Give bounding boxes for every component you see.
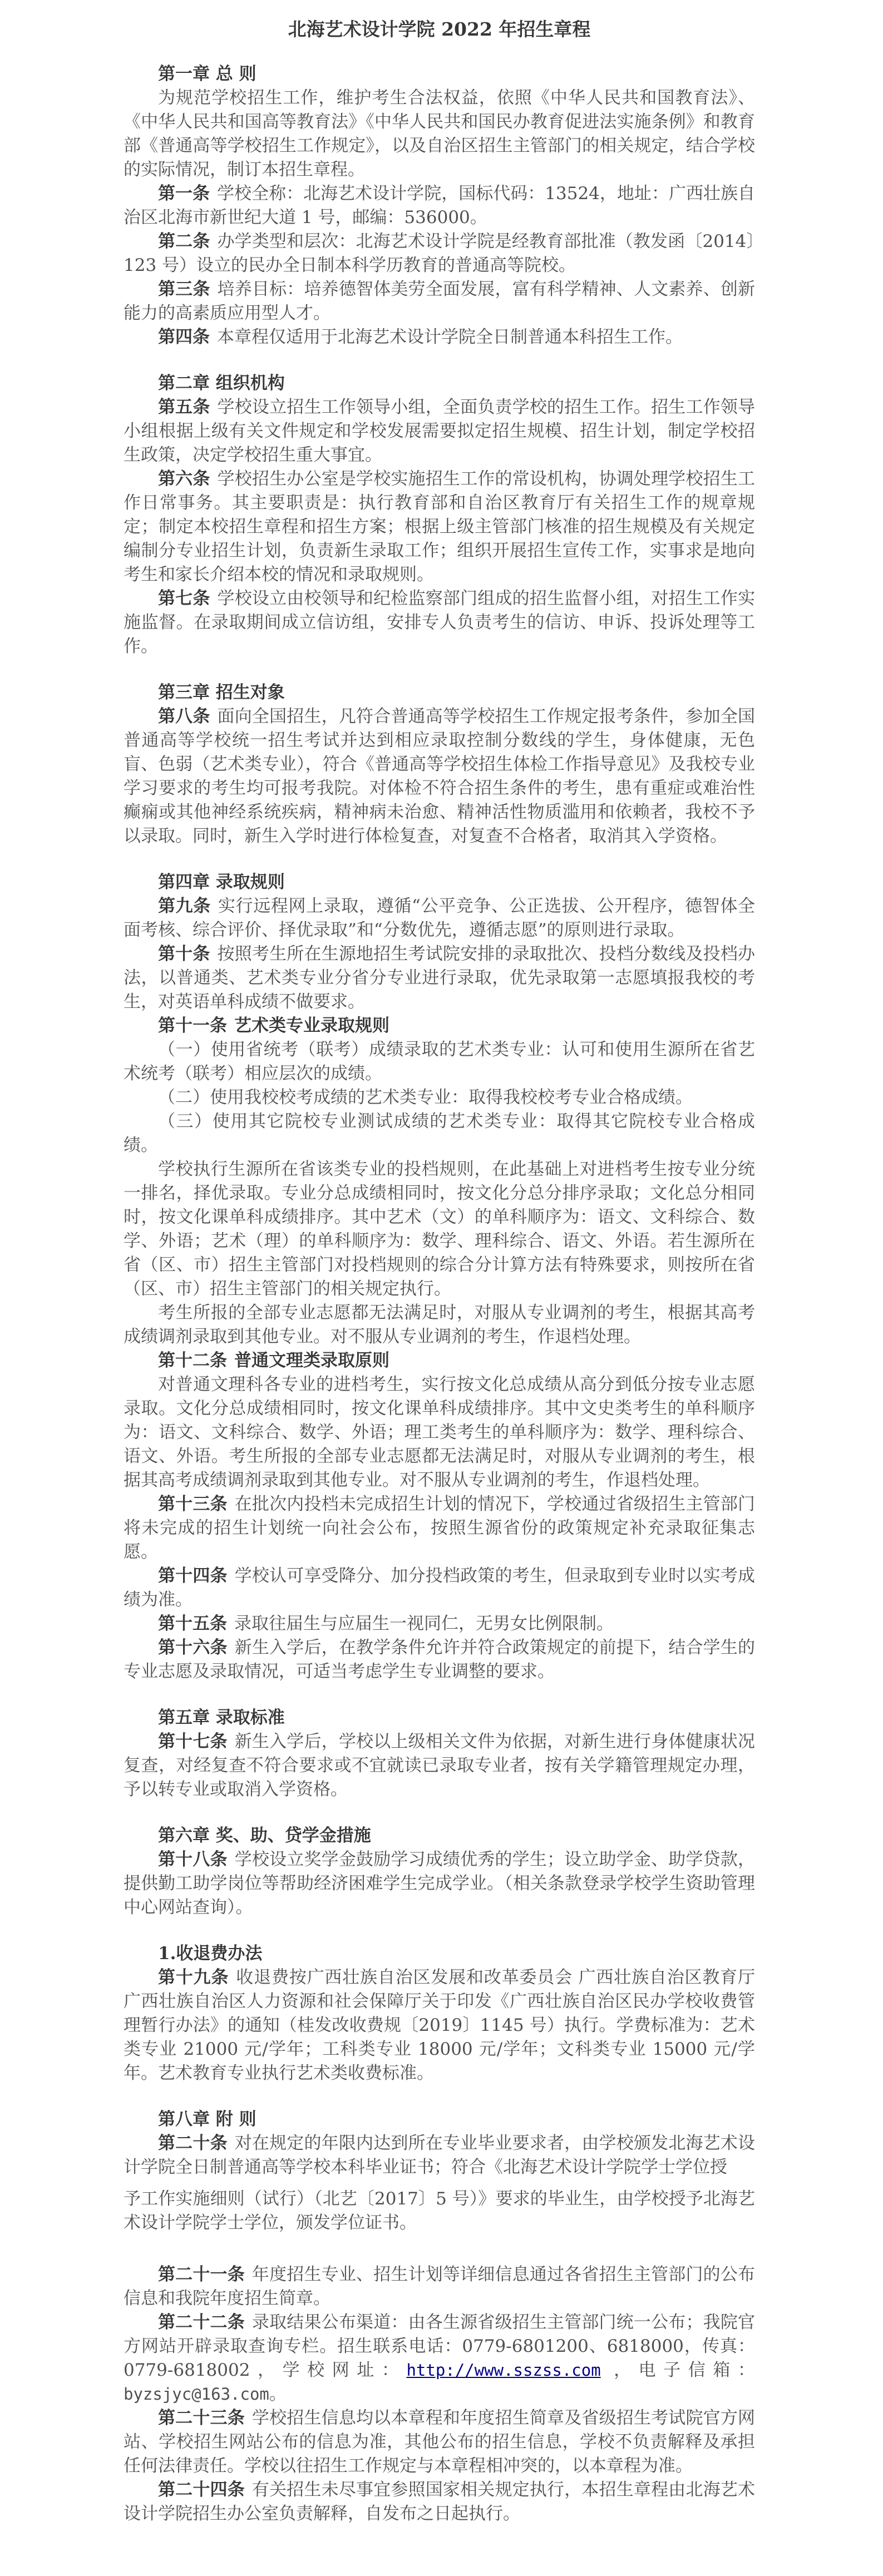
paragraph-text: 为规范学校招生工作，维护考生合法权益，依照《中华人民共和国教育法》、《中华人民共和国高等教育法》《中华人民共和国民办教育促进法实施条例》和教育部《普通高等学校招生工作规定》，以及自治区招生主管部门的相关规定，结合学校的实际情况，制订本招生章程。	[124, 88, 755, 180]
email-address: byzsjyc@163.com	[124, 2385, 269, 2404]
article-number: 第八条	[158, 706, 210, 726]
article-text: 学校招生信息均以本章程和年度招生简章及省级招生考试院官方网站、学校招生网站公布的信息为准，其他公布的招生信息，学校不负责解释及承担任何法律责任。学校以往招生工作规定与本章程相冲突的，以本章程为准。	[124, 2408, 756, 2476]
article-text: 培养目标：培养德智体美劳全面发展，富有科学精神、人文素养、创新能力的高素质应用型人才。	[124, 279, 755, 323]
article-subtitle: 普通文理类录取原则	[234, 1351, 389, 1371]
article-number: 第二条	[158, 231, 210, 251]
article-text: 学校设立由校领导和纪检监察部门组成的招生监督小组，对招生工作实施监督。在录取期间成立信访组，安排专人负责考生的信访、申诉、投诉处理等工作。	[124, 589, 755, 656]
article-text: 。	[269, 2384, 287, 2404]
paragraph-text: 予工作实施细则（试行）（北艺〔2017〕5 号）》要求的毕业生，由学校授予北海艺术设计学院学士学位，颁发学位证书。	[124, 2189, 755, 2233]
article-13	[124, 1492, 755, 1564]
article-10	[124, 942, 755, 1014]
article-11-rules	[124, 1158, 755, 1301]
article-text: ，电子信箱：	[600, 2360, 755, 2380]
article-6	[124, 467, 755, 587]
article-text: 新生入学后，学校以上级相关文件为依据，对新生进行身体健康状况复查，对经复查不符合要求或不宜就读已录取专业者，按有关学籍管理规定办理，予以转专业或取消入学资格。	[124, 1732, 756, 1799]
article-2	[124, 230, 755, 278]
article-15	[124, 1612, 755, 1636]
article-number: 第十七条	[158, 1732, 228, 1752]
article-number: 第十八条	[158, 1850, 228, 1870]
school-website-link[interactable]: http://www.sszss.com	[406, 2361, 601, 2380]
paragraph-text: 考生所报的全部专业志愿都无法满足时，对服从专业调剂的考生，根据其高考成绩调剂录取到其他专业。对不服从专业调剂的考生，作退档处理。	[124, 1303, 755, 1347]
article-text: 学校招生办公室是学校实施招生工作的常设机构，协调处理学校招生工作日常事务。其主要职责是：执行教育部和自治区教育厅有关招生工作的规章规定；制定本校招生章程和招生方案；根据上级主管部门核准的招生规模及有关规定编制分专业招生计划，负责新生录取工作；组织开展招生宣传工作，实事求是地向考生和家长介绍本校的情况和录取规则。	[124, 469, 755, 585]
intro-paragraph	[124, 86, 755, 182]
article-text: 学校全称：北海艺术设计学院，国标代码：13524，地址：广西壮族自治区北海市新世纪大道 1 号，邮编：536000。	[124, 184, 755, 228]
article-text: 实行远程网上录取，遵循“公平竞争、公正选拔、公开程序，德智体全面考核、综合评价、择优录取”和“分数优先，遵循志愿”的原则进行录取。	[124, 896, 755, 940]
article-text: 收退费按广西壮族自治区发展和改革委员会 广西壮族自治区教育厅 广西壮族自治区人力资源和社会保障厅关于印发《广西壮族自治区民办学校收费管理暂行办法》的通知（桂发改收费规〔2019〕1145 号）执行。学费标准为：艺术类专业 21000 元/学年；工科类专业 18000 元/学年；文科类专业 15000 元/学年。艺术教育专业执行艺术类收费标准。	[124, 1967, 755, 2083]
article-text: 学校设立奖学金鼓励学习成绩优秀的学生；设立助学金、助学贷款，提供勤工助学岗位等帮助经济困难学生完成学业。（相关条款登录学校学生资助管理中心网站查询）。	[124, 1850, 756, 1917]
article-number: 第十二条	[158, 1351, 227, 1371]
article-number: 第一条	[158, 184, 210, 204]
article-4	[124, 325, 755, 349]
article-text: 学校设立招生工作领导小组，全面负责学校的招生工作。招生工作领导小组根据上级有关文件规定和学校发展需要拟定招生规模、招生计划，制定学校招生政策，决定学校招生重大事宜。	[124, 397, 755, 465]
chapter-heading-3: 第三章 招生对象	[158, 683, 285, 703]
paragraph-text: 对普通文理科各专业的进档考生，实行按文化总成绩从高分到低分按专业志愿录取。文化分总成绩相同时，按文化课单科成绩排序。其中文史类考生的单科顺序为：语文、文科综合、数学、外语；理工类考生的单科顺序为：数学、理科综合、语文、外语。考生所报的全部专业志愿都无法满足时，对服从专业调剂的考生，根据其高考成绩调剂录取到其他专业。对不服从专业调剂的考生，作退档处理。	[124, 1374, 755, 1490]
article-22	[124, 2311, 755, 2406]
article-11-item-2	[124, 1086, 755, 1110]
article-number: 第二十条	[158, 2133, 228, 2153]
article-text: 录取结果公布渠道：由各生源省级招生主管部门统一公布；我院官方网站开辟录取查询专栏。招生联系电话：0779-6801200、6818000，传真：0779-6818002，学校网址：	[124, 2312, 756, 2380]
article-7	[124, 587, 755, 659]
article-24	[124, 2478, 755, 2526]
article-text: 对在规定的年限内达到所在专业毕业要求者，由学校颁发北海艺术设计学院全日制普通高等学校本科毕业证书；符合《北海艺术设计学院学士学位授	[124, 2133, 756, 2177]
article-12	[124, 1349, 755, 1373]
chapter-heading-4: 第四章 录取规则	[158, 872, 285, 892]
article-text: 录取往届生与应届生一视同仁，无男女比例限制。	[234, 1614, 614, 1634]
article-number: 第十四条	[158, 1566, 228, 1586]
article-11-item-3	[124, 1110, 755, 1158]
paragraph-text: 学校执行生源所在省该类专业的投档规则，在此基础上对进档考生按专业分统一排名，择优录取。专业分总成绩相同时，按文化分总分排序录取；文化总分相同时，按文化课单科成绩排序。其中艺术（文）的单科顺序为：语文、文科综合、数学、外语；艺术（理）的单科顺序为：数学、理科综合、语文、外语。若生源所在省（区、市）招生主管部门对投档规则的综合分计算方法有特殊要求，则按所在省（区、市）招生主管部门的相关规定执行。	[124, 1159, 755, 1299]
article-11	[124, 1014, 755, 1038]
article-number: 第二十二条	[158, 2312, 245, 2332]
article-20-part-2	[124, 2187, 755, 2235]
article-number: 第三条	[158, 279, 210, 299]
article-number: 第十五条	[158, 1614, 227, 1634]
page-title: 北海艺术设计学院 2022 年招生章程	[288, 18, 591, 40]
article-23	[124, 2406, 755, 2478]
article-text: 办学类型和层次：北海艺术设计学院是经教育部批准（教发函〔2014〕123 号）设立的民办全日制本科学历教育的普通高等院校。	[124, 231, 756, 275]
article-number: 第七条	[158, 589, 210, 609]
article-number: 第十九条	[158, 1967, 229, 1987]
article-text: 有关招生未尽事宜参照国家相关规定执行，本招生章程由北海艺术设计学院招生办公室负责解释，自发布之日起执行。	[124, 2480, 756, 2524]
article-text: 在批次内投档未完成招生计划的情况下，学校通过省级招生主管部门将未完成的招生计划统一向社会公布，按照生源省份的政策规定补充录取征集志愿。	[124, 1494, 756, 1562]
article-number: 第二十一条	[158, 2264, 245, 2285]
article-text: 面向全国招生，凡符合普通高等学校招生工作规定报考条件，参加全国普通高等学校统一招生考试并达到相应录取控制分数线的学生，身体健康，无色盲、色弱（艺术类专业），符合《普通高等学校招生体检工作指导意见》及我校专业学习要求的考生均可报考我院。对体检不符合招生条件的考生，患有重症或难治性癫痫或其他神经系统疾病，精神病未治愈、精神活性物质滥用和依赖者，我校不予以录取。同时，新生入学时进行体检复查，对复查不合格者，取消其入学资格。	[124, 706, 755, 846]
spacer	[124, 2179, 755, 2187]
paragraph-text: （二）使用我校校考成绩的艺术类专业：取得我校校考专业合格成绩。	[158, 1087, 693, 1107]
article-number: 第六条	[158, 469, 210, 489]
article-number: 第二十三条	[158, 2408, 245, 2428]
chapter-heading-2: 第二章 组织机构	[158, 373, 285, 393]
article-12-rules	[124, 1373, 755, 1492]
article-9	[124, 894, 755, 942]
article-number: 第十条	[158, 944, 210, 964]
article-19	[124, 1966, 755, 2085]
article-11-item-1	[124, 1038, 755, 1086]
paragraph-text: （三）使用其它院校专业测试成绩的艺术类专业：取得其它院校专业合格成绩。	[124, 1111, 755, 1155]
article-number: 第十六条	[158, 1638, 228, 1658]
article-8	[124, 705, 755, 848]
article-18	[124, 1848, 755, 1920]
article-text: 学校认可享受降分、加分投档政策的考生，但录取到专业时以实考成绩为准。	[124, 1566, 756, 1610]
chapter-heading-6: 第六章 奖、助、贷学金措施	[158, 1826, 371, 1846]
article-number: 第四条	[158, 327, 210, 347]
article-14	[124, 1564, 755, 1612]
chapter-heading-5: 第五章 录取标准	[158, 1708, 285, 1728]
article-17	[124, 1730, 755, 1802]
article-20-part-1	[124, 2132, 755, 2179]
article-5	[124, 395, 755, 467]
article-1	[124, 182, 755, 230]
spacer	[124, 2235, 755, 2263]
article-number: 第五条	[158, 397, 210, 417]
chapter-heading-8: 第八章 附 则	[158, 2109, 256, 2129]
chapter-heading-1: 第一章 总 则	[158, 64, 256, 84]
article-text: 新生入学后，在教学条件允许并符合政策规定的前提下，结合学生的专业志愿及录取情况，可适当考虑学生专业调整的要求。	[124, 1638, 756, 1682]
article-text: 年度招生专业、招生计划等详细信息通过各省招生主管部门的公布信息和我院年度招生简章。	[124, 2264, 756, 2308]
paragraph-text: （一）使用省统考（联考）成绩录取的艺术类专业：认可和使用生源所在省艺术统考（联考）相应层次的成绩。	[124, 1040, 755, 1084]
article-number: 第二十四条	[158, 2480, 245, 2500]
section-heading-fees: 1.收退费办法	[158, 1944, 263, 1964]
article-text: 按照考生所在生源地招生考试院安排的录取批次、投档分数线及投档办法，以普通类、艺术类专业分省分专业进行录取，优先录取第一志愿填报我校的考生，对英语单科成绩不做要求。	[124, 944, 755, 1012]
article-text: 本章程仅适用于北海艺术设计学院全日制普通本科招生工作。	[217, 327, 683, 347]
article-number: 第十三条	[158, 1494, 228, 1514]
article-16	[124, 1636, 755, 1684]
article-3	[124, 278, 755, 325]
article-subtitle: 艺术类专业录取规则	[234, 1016, 389, 1036]
article-21	[124, 2263, 755, 2311]
article-11-adjustment	[124, 1301, 755, 1349]
article-number: 第十一条	[158, 1016, 227, 1036]
article-number: 第九条	[158, 896, 211, 916]
